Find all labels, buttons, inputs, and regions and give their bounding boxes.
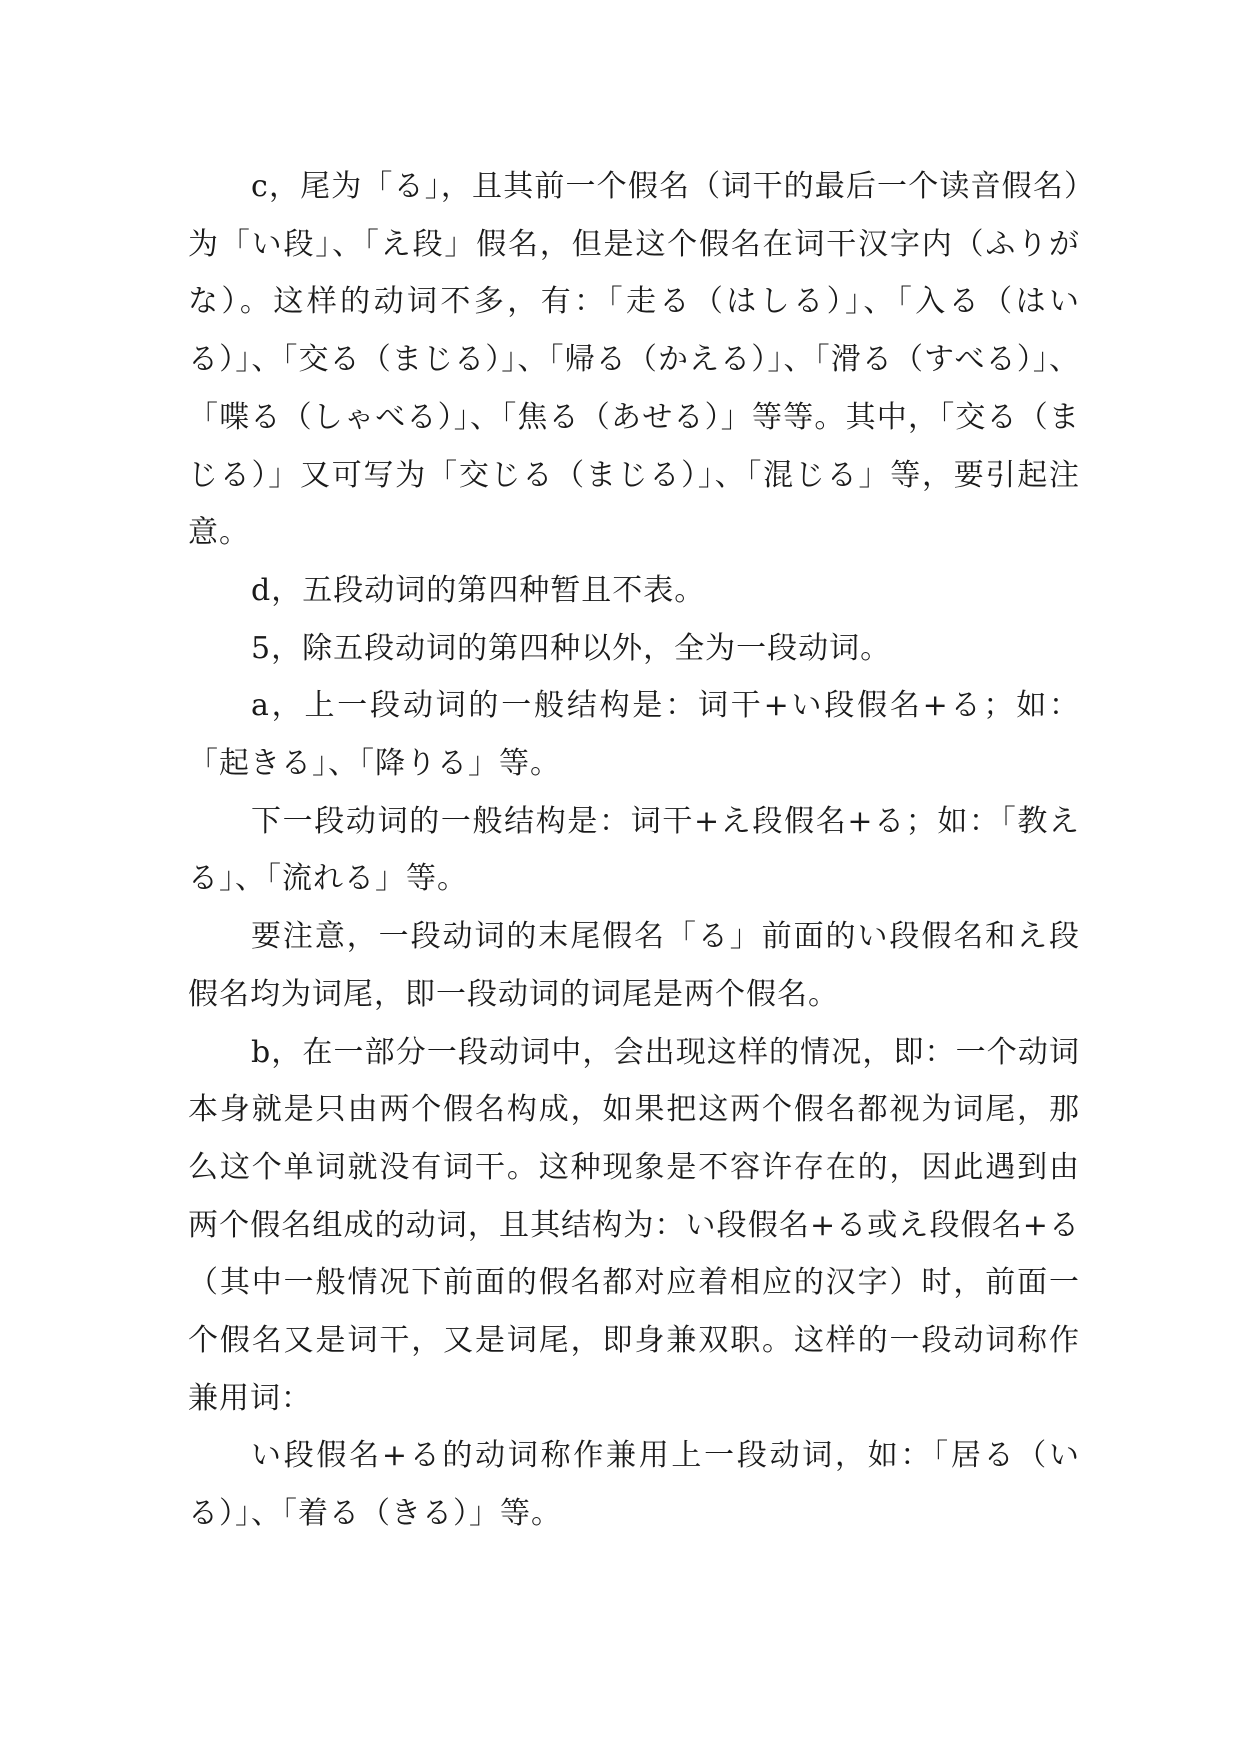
paragraph-a-kami-ichidan: a，上一段动词的一般结构是：词干+い段假名+る；如：「起きる」、「降りる」等。 [188,688,1080,782]
paragraph-5-ichidan: 5，除五段动词的第四种以外，全为一段动词。 [251,630,892,666]
paragraph-shimo-ichidan: 下一段动词的一般结构是：词干+え段假名+る；如：「教える」、「流れる」等。 [188,803,1080,897]
paragraph-kenyou-kami-ichidan: い段假名+る的动词称作兼用上一段动词，如：「居る（いる）」、「着る（きる）」等。 [188,1438,1080,1532]
paragraph-b-kenyou: b，在一部分一段动词中，会出现这样的情况，即：一个动词本身就是只由两个假名构成，如果把这两个假名都视为词尾，那么这个单词就没有词干。这种现象是不容许存在的，因此遇到由两个假名组成的动词，且其结构为：い段假名+る或え段假名+る（其中一般情况下前面的假名都对应着相应的汉字）时，前面一个假名又是词干，又是词尾，即身兼双职。这样的一段动词称作兼用词： [188,1034,1080,1416]
paragraph-d-godan-fourth: d，五段动词的第四种暂且不表。 [251,572,706,608]
paragraph-ichidan-note: 要注意，一段动词的末尾假名「る」前面的い段假名和え段假名均为词尾，即一段动词的词尾是两个假名。 [188,919,1080,1012]
paragraph-c-godan-exceptions: c，尾为「る」，且其前一个假名（词干的最后一个读音假名）为「い段」、「え段」假名，但是这个假名在词干汉字内（ふりがな）。这样的动词不多，有：「走る（はしる）」、「入る（はいる）」、「交る（まじる）」、「帰る（かえる）」、「滑る（すべる）」、「喋る（しゃべる）」、「焦る（あせる）」等等。其中，「交る（まじる）」又可写为「交じる（まじる）」、「混じる」等，要引起注意。 [188,169,1080,551]
document-body [188,158,1080,1543]
